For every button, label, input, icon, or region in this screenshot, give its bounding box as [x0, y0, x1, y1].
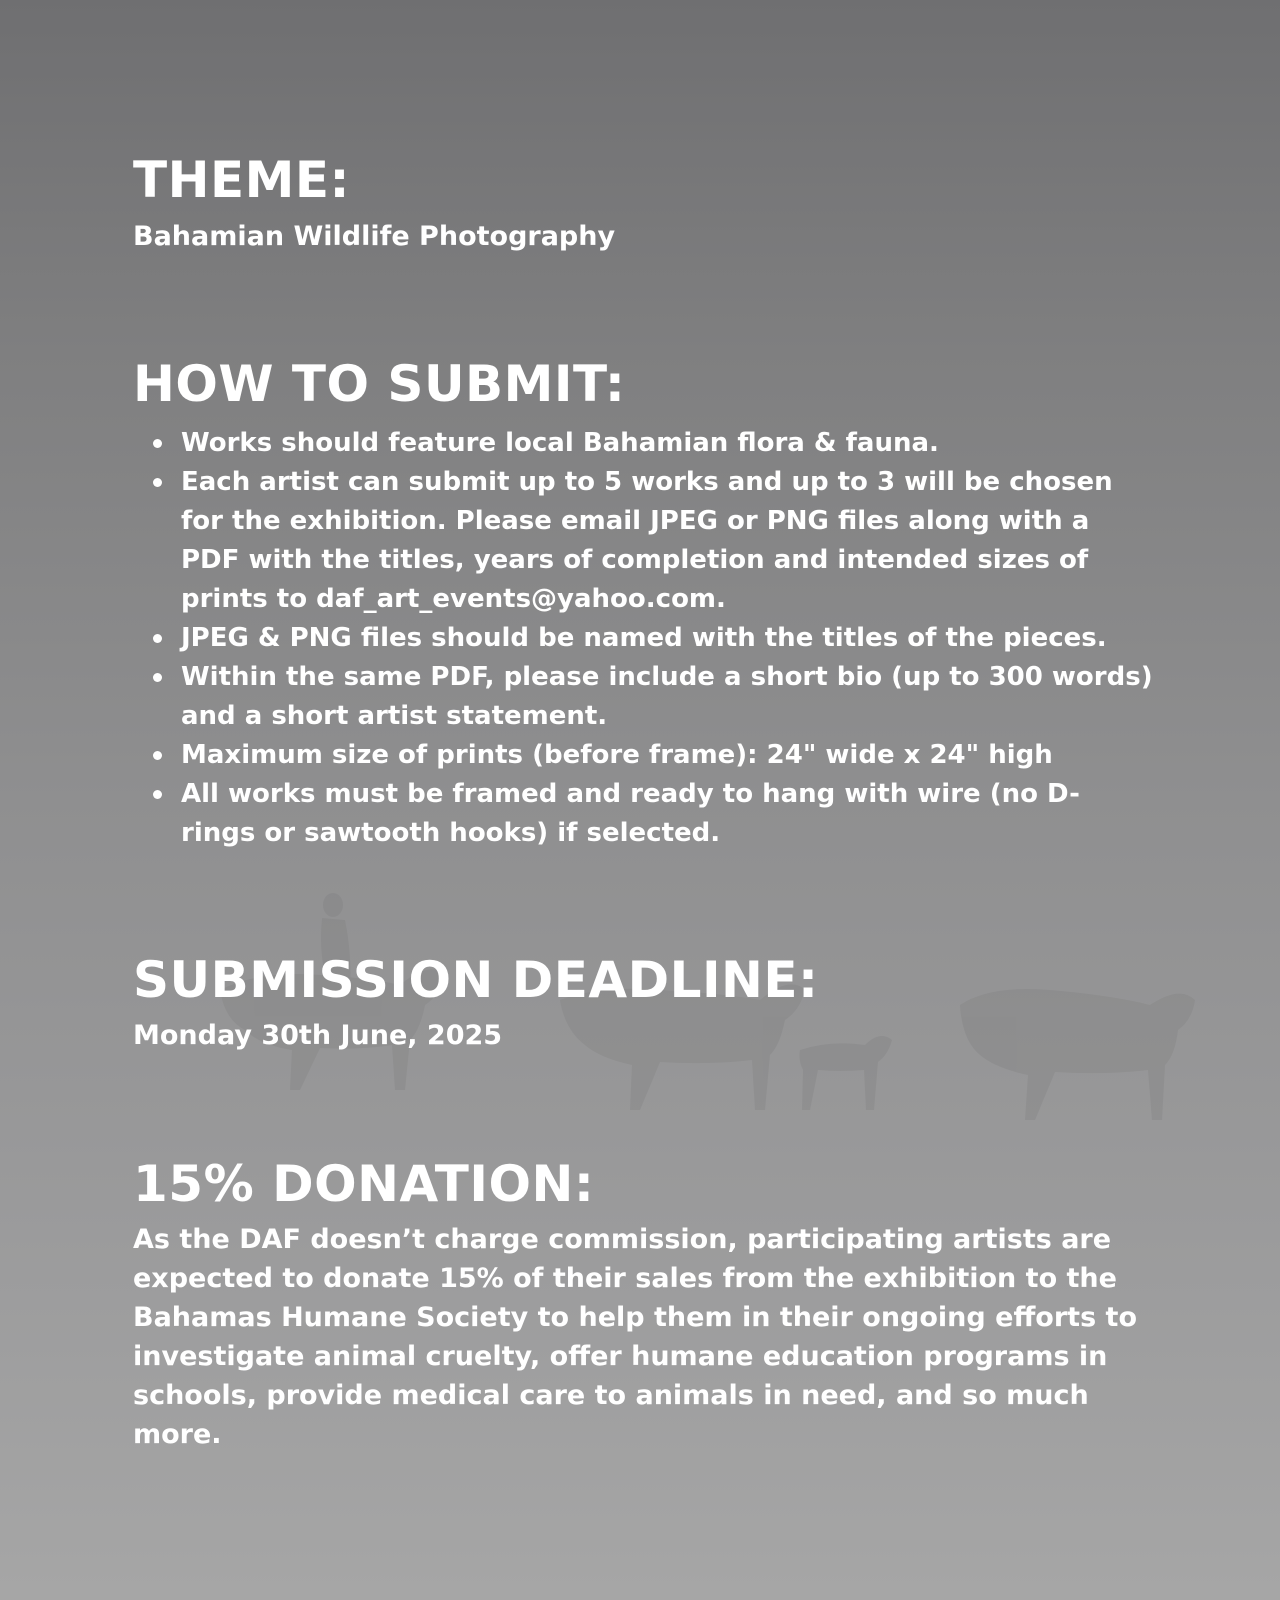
how-to-submit-heading: HOW TO SUBMIT: [133, 355, 626, 413]
list-item-text: Within the same PDF, please include a short bio (up to 300 words) and a short artist statement. [181, 662, 1153, 731]
submission-rules-list [133, 424, 1153, 853]
list-item [133, 424, 1153, 463]
list-item-text: Each artist can submit up to 5 works and up to 3 will be chosen for the exhibition. Please email JPEG or PNG files along with a PDF with the titles, years of completion and intended sizes of prints to daf_art_events@yahoo.com. [181, 467, 1113, 614]
list-item [133, 736, 1153, 775]
bullet-icon [153, 790, 162, 799]
list-item-text: Maximum size of prints (before frame): 24" wide x 24" high [181, 740, 1053, 770]
list-item-text: Works should feature local Bahamian flora & fauna. [181, 428, 939, 458]
bullet-icon [153, 439, 162, 448]
list-item [133, 463, 1153, 619]
deadline-date: Monday 30th June, 2025 [133, 1020, 503, 1051]
list-item-text: JPEG & PNG files should be named with the titles of the pieces. [181, 623, 1107, 653]
list-item [133, 619, 1153, 658]
bullet-icon [153, 673, 162, 682]
theme-heading: THEME: [133, 151, 351, 209]
list-item [133, 775, 1153, 853]
bullet-icon [153, 751, 162, 760]
list-item-text: All works must be framed and ready to hang with wire (no D-rings or sawtooth hooks) if selected. [181, 779, 1080, 848]
list-item [133, 658, 1153, 736]
donation-heading: 15% DONATION: [133, 1155, 595, 1213]
donation-text: As the DAF doesn’t charge commission, participating artists are expected to donate 15% of their sales from the exhibition to the Bahamas Humane Society to help them in their ongoing efforts to investigate animal cruelty, offer humane education programs in schools, provide medical care to animals in need, and so much more. [133, 1224, 1138, 1450]
bullet-icon [153, 634, 162, 643]
deadline-heading: SUBMISSION DEADLINE: [133, 951, 819, 1009]
bullet-icon [153, 478, 162, 487]
theme-value: Bahamian Wildlife Photography [133, 221, 616, 252]
